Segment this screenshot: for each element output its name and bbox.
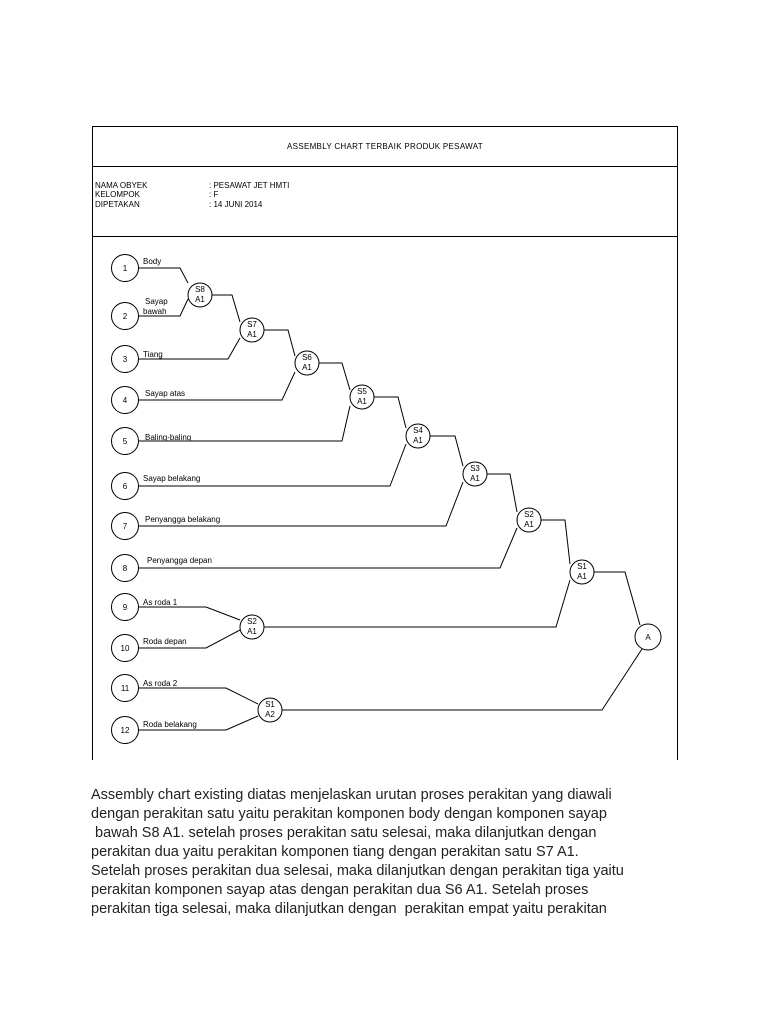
assembly-nodes <box>188 283 661 722</box>
component-label: Penyangga belakang <box>145 515 221 524</box>
assembly-label: S2 <box>524 510 534 519</box>
meta-label: KELOMPOK <box>95 190 140 199</box>
component-label: Baling-baling <box>145 433 192 442</box>
component-label: Sayap <box>145 297 168 306</box>
paragraph-line: dengan perakitan satu yaitu perakitan komponen body dengan komponen sayap <box>91 806 607 822</box>
assembly-label: A2 <box>265 710 275 719</box>
assembly-label: S8 <box>195 285 205 294</box>
component-labels <box>143 257 220 729</box>
component-label: As roda 1 <box>143 598 178 607</box>
component-label: bawah <box>143 307 167 316</box>
paragraph-line: Setelah proses perakitan dua selesai, maka dilanjutkan dengan perakitan tiga yaitu <box>91 863 624 879</box>
assembly-label: S1 <box>265 700 275 709</box>
component-number: 5 <box>122 437 128 446</box>
assembly-label: S7 <box>247 320 257 329</box>
component-number: 9 <box>122 603 128 612</box>
component-label: Penyangga depan <box>147 556 212 565</box>
connector-line <box>138 268 188 283</box>
connector-lines <box>138 268 642 730</box>
component-label: Sayap atas <box>145 389 186 398</box>
component-number: 7 <box>122 522 128 531</box>
final-assembly-label: A <box>645 633 651 642</box>
connector-line <box>487 474 517 512</box>
component-label: Roda depan <box>143 637 187 646</box>
component-number: 11 <box>120 684 130 693</box>
connector-line <box>264 330 295 356</box>
assembly-label: S6 <box>302 353 312 362</box>
assembly-label: S5 <box>357 387 367 396</box>
meta-value: : F <box>209 190 219 199</box>
connector-line <box>282 649 642 710</box>
assembly-label: S1 <box>577 562 587 571</box>
connector-line <box>138 607 240 620</box>
assembly-label: A1 <box>357 397 367 406</box>
assembly-label: A1 <box>524 520 534 529</box>
component-label: Sayap belakang <box>143 474 201 483</box>
connector-line <box>430 436 463 466</box>
component-label: As roda 2 <box>143 679 178 688</box>
component-number: 2 <box>122 312 128 321</box>
assembly-label: A1 <box>247 627 257 636</box>
connector-line <box>541 520 570 564</box>
chart-title: ASSEMBLY CHART TERBAIK PRODUK PESAWAT <box>93 127 677 167</box>
assembly-label: S4 <box>413 426 423 435</box>
paragraph-line: perakitan tiga selesai, maka dilanjutkan dengan perakitan empat yaitu perakitan <box>91 901 607 917</box>
assembly-label: A1 <box>302 363 312 372</box>
paragraph-line: bawah S8 A1. setelah proses perakitan satu selesai, maka dilanjutkan dengan <box>91 825 597 841</box>
component-number: 1 <box>122 264 128 273</box>
paragraph-line: Assembly chart existing diatas menjelaskan urutan proses perakitan yang diawali <box>91 787 612 803</box>
description-paragraph <box>91 786 691 919</box>
connector-line <box>264 580 570 627</box>
assembly-label: A1 <box>577 572 587 581</box>
assembly-label: A1 <box>247 330 257 339</box>
component-number: 6 <box>122 482 128 491</box>
component-nodes <box>112 255 139 744</box>
connector-line <box>138 688 258 704</box>
assembly-label: S2 <box>247 617 257 626</box>
assembly-label: A1 <box>195 295 205 304</box>
component-label: Roda belakang <box>143 720 197 729</box>
meta-label: NAMA OBYEK <box>95 181 148 190</box>
meta-value: : PESAWAT JET HMTI <box>209 181 290 190</box>
connector-line <box>212 295 240 322</box>
component-number: 4 <box>122 396 128 405</box>
paragraph-line: perakitan komponen sayap atas dengan perakitan dua S6 A1. Setelah proses <box>91 882 589 898</box>
connector-line <box>594 572 640 625</box>
assembly-label: A1 <box>470 474 480 483</box>
meta-value: : 14 JUNI 2014 <box>209 200 263 209</box>
meta-label: DIPETAKAN <box>95 200 140 209</box>
component-label: Tiang <box>143 350 163 359</box>
component-number: 10 <box>120 644 130 653</box>
assembly-label: S3 <box>470 464 480 473</box>
component-number: 8 <box>122 564 128 573</box>
assembly-label: A1 <box>413 436 423 445</box>
component-number: 12 <box>120 726 130 735</box>
component-label: Body <box>143 257 162 266</box>
connector-line <box>374 397 406 428</box>
paragraph-line: perakitan dua yaitu perakitan komponen tiang dengan perakitan satu S7 A1. <box>91 844 579 860</box>
connector-line <box>319 363 350 390</box>
component-number: 3 <box>122 355 128 364</box>
